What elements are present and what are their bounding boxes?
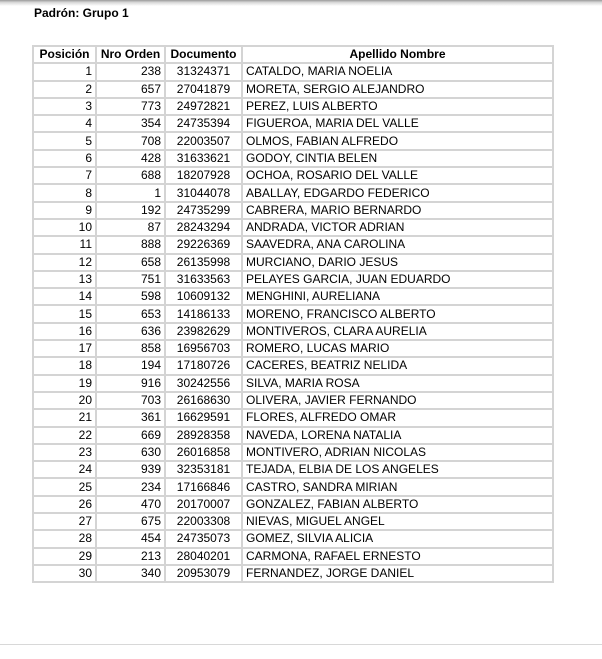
table-row — [33, 444, 553, 461]
cell-posicion: 20 — [33, 392, 96, 409]
cell-nro-orden: 751 — [96, 271, 165, 288]
cell-apellido-nombre: GONZALEZ, FABIAN ALBERTO — [242, 496, 553, 513]
cell-documento: 26135998 — [165, 254, 242, 271]
table-row — [33, 530, 553, 547]
header-posicion: Posición — [33, 46, 96, 63]
cell-apellido-nombre: CARMONA, RAFAEL ERNESTO — [242, 548, 553, 565]
cell-documento: 20953079 — [165, 565, 242, 582]
cell-nro-orden: 636 — [96, 323, 165, 340]
cell-nro-orden: 87 — [96, 219, 165, 236]
cell-documento: 18207928 — [165, 167, 242, 184]
cell-nro-orden: 939 — [96, 461, 165, 478]
cell-apellido-nombre: CACERES, BEATRIZ NELIDA — [242, 357, 553, 374]
cell-posicion: 21 — [33, 409, 96, 426]
cell-documento: 22003308 — [165, 513, 242, 530]
table-row — [33, 340, 553, 357]
table-row — [33, 219, 553, 236]
padron-table — [32, 45, 554, 583]
cell-documento: 16629591 — [165, 409, 242, 426]
cell-documento: 26168630 — [165, 392, 242, 409]
cell-documento: 24735299 — [165, 202, 242, 219]
header-nro-orden: Nro Orden — [96, 46, 165, 63]
cell-apellido-nombre: NAVEDA, LORENA NATALIA — [242, 427, 553, 444]
cell-nro-orden: 194 — [96, 357, 165, 374]
header-apellido-nombre: Apellido Nombre — [242, 46, 553, 63]
cell-posicion: 27 — [33, 513, 96, 530]
cell-documento: 29226369 — [165, 236, 242, 253]
cell-posicion: 17 — [33, 340, 96, 357]
cell-apellido-nombre: MORETA, SERGIO ALEJANDRO — [242, 81, 553, 98]
cell-posicion: 14 — [33, 288, 96, 305]
cell-posicion: 30 — [33, 565, 96, 582]
cell-documento: 31633563 — [165, 271, 242, 288]
table-row — [33, 392, 553, 409]
cell-nro-orden: 703 — [96, 392, 165, 409]
cell-nro-orden: 238 — [96, 63, 165, 80]
cell-apellido-nombre: MURCIANO, DARIO JESUS — [242, 254, 553, 271]
cell-posicion: 10 — [33, 219, 96, 236]
cell-nro-orden: 1 — [96, 184, 165, 201]
cell-posicion: 7 — [33, 167, 96, 184]
table-row — [33, 115, 553, 132]
cell-nro-orden: 708 — [96, 132, 165, 149]
table-row — [33, 478, 553, 495]
cell-nro-orden: 192 — [96, 202, 165, 219]
cell-apellido-nombre: OLMOS, FABIAN ALFREDO — [242, 132, 553, 149]
cell-nro-orden: 688 — [96, 167, 165, 184]
cell-documento: 14186133 — [165, 305, 242, 322]
cell-apellido-nombre: OLIVERA, JAVIER FERNANDO — [242, 392, 553, 409]
cell-apellido-nombre: NIEVAS, MIGUEL ANGEL — [242, 513, 553, 530]
cell-nro-orden: 354 — [96, 115, 165, 132]
cell-apellido-nombre: GOMEZ, SILVIA ALICIA — [242, 530, 553, 547]
cell-posicion: 18 — [33, 357, 96, 374]
cell-posicion: 6 — [33, 150, 96, 167]
cell-documento: 10609132 — [165, 288, 242, 305]
table-row — [33, 150, 553, 167]
table-row — [33, 357, 553, 374]
table-row — [33, 184, 553, 201]
cell-documento: 31044078 — [165, 184, 242, 201]
table-row — [33, 81, 553, 98]
cell-apellido-nombre: FIGUEROA, MARIA DEL VALLE — [242, 115, 553, 132]
cell-apellido-nombre: CASTRO, SANDRA MIRIAN — [242, 478, 553, 495]
cell-documento: 28928358 — [165, 427, 242, 444]
table-row — [33, 63, 553, 80]
cell-nro-orden: 653 — [96, 305, 165, 322]
cell-apellido-nombre: ANDRADA, VICTOR ADRIAN — [242, 219, 553, 236]
cell-posicion: 4 — [33, 115, 96, 132]
cell-documento: 28040201 — [165, 548, 242, 565]
table-row — [33, 167, 553, 184]
table-row — [33, 375, 553, 392]
table-row — [33, 461, 553, 478]
page-bottom-edge — [0, 644, 602, 645]
cell-documento: 24972821 — [165, 98, 242, 115]
cell-apellido-nombre: CATALDO, MARIA NOELIA — [242, 63, 553, 80]
cell-nro-orden: 470 — [96, 496, 165, 513]
cell-nro-orden: 858 — [96, 340, 165, 357]
cell-documento: 31633621 — [165, 150, 242, 167]
cell-apellido-nombre: PELAYES GARCIA, JUAN EDUARDO — [242, 271, 553, 288]
cell-apellido-nombre: GODOY, CINTIA BELEN — [242, 150, 553, 167]
cell-nro-orden: 658 — [96, 254, 165, 271]
cell-documento: 27041879 — [165, 81, 242, 98]
table-row — [33, 513, 553, 530]
cell-posicion: 29 — [33, 548, 96, 565]
cell-posicion: 19 — [33, 375, 96, 392]
table-row — [33, 132, 553, 149]
table-row — [33, 288, 553, 305]
cell-posicion: 1 — [33, 63, 96, 80]
cell-nro-orden: 361 — [96, 409, 165, 426]
cell-nro-orden: 916 — [96, 375, 165, 392]
cell-nro-orden: 630 — [96, 444, 165, 461]
cell-posicion: 16 — [33, 323, 96, 340]
cell-documento: 24735073 — [165, 530, 242, 547]
header-documento: Documento — [165, 46, 242, 63]
cell-documento: 17180726 — [165, 357, 242, 374]
table-body — [33, 63, 553, 582]
cell-nro-orden: 454 — [96, 530, 165, 547]
cell-apellido-nombre: MONTIVEROS, CLARA AURELIA — [242, 323, 553, 340]
table-row — [33, 271, 553, 288]
cell-apellido-nombre: SAAVEDRA, ANA CAROLINA — [242, 236, 553, 253]
cell-posicion: 13 — [33, 271, 96, 288]
cell-posicion: 8 — [33, 184, 96, 201]
cell-apellido-nombre: FERNANDEZ, JORGE DANIEL — [242, 565, 553, 582]
cell-posicion: 3 — [33, 98, 96, 115]
cell-nro-orden: 669 — [96, 427, 165, 444]
table-row — [33, 98, 553, 115]
cell-posicion: 15 — [33, 305, 96, 322]
cell-posicion: 28 — [33, 530, 96, 547]
cell-documento: 16956703 — [165, 340, 242, 357]
cell-apellido-nombre: ABALLAY, EDGARDO FEDERICO — [242, 184, 553, 201]
cell-posicion: 25 — [33, 478, 96, 495]
table-row — [33, 496, 553, 513]
cell-apellido-nombre: SILVA, MARIA ROSA — [242, 375, 553, 392]
cell-posicion: 2 — [33, 81, 96, 98]
cell-nro-orden: 773 — [96, 98, 165, 115]
cell-apellido-nombre: CABRERA, MARIO BERNARDO — [242, 202, 553, 219]
cell-apellido-nombre: MORENO, FRANCISCO ALBERTO — [242, 305, 553, 322]
table-row — [33, 409, 553, 426]
cell-posicion: 26 — [33, 496, 96, 513]
table-row — [33, 427, 553, 444]
cell-posicion: 11 — [33, 236, 96, 253]
cell-apellido-nombre: ROMERO, LUCAS MARIO — [242, 340, 553, 357]
table-row — [33, 254, 553, 271]
table-row — [33, 202, 553, 219]
cell-nro-orden: 657 — [96, 81, 165, 98]
cell-posicion: 12 — [33, 254, 96, 271]
cell-apellido-nombre: OCHOA, ROSARIO DEL VALLE — [242, 167, 553, 184]
cell-nro-orden: 213 — [96, 548, 165, 565]
cell-documento: 23982629 — [165, 323, 242, 340]
cell-documento: 28243294 — [165, 219, 242, 236]
cell-nro-orden: 428 — [96, 150, 165, 167]
cell-posicion: 9 — [33, 202, 96, 219]
table-row — [33, 548, 553, 565]
page-title: Padrón: Grupo 1 — [34, 6, 129, 20]
cell-documento: 20170007 — [165, 496, 242, 513]
table-row — [33, 305, 553, 322]
table-row — [33, 236, 553, 253]
cell-nro-orden: 598 — [96, 288, 165, 305]
cell-apellido-nombre: MENGHINI, AURELIANA — [242, 288, 553, 305]
cell-posicion: 24 — [33, 461, 96, 478]
cell-apellido-nombre: TEJADA, ELBIA DE LOS ANGELES — [242, 461, 553, 478]
cell-posicion: 23 — [33, 444, 96, 461]
cell-nro-orden: 340 — [96, 565, 165, 582]
cell-nro-orden: 234 — [96, 478, 165, 495]
cell-documento: 32353181 — [165, 461, 242, 478]
cell-documento: 17166846 — [165, 478, 242, 495]
cell-nro-orden: 675 — [96, 513, 165, 530]
cell-apellido-nombre: FLORES, ALFREDO OMAR — [242, 409, 553, 426]
cell-nro-orden: 888 — [96, 236, 165, 253]
cell-posicion: 22 — [33, 427, 96, 444]
cell-apellido-nombre: PEREZ, LUIS ALBERTO — [242, 98, 553, 115]
cell-documento: 22003507 — [165, 132, 242, 149]
cell-documento: 31324371 — [165, 63, 242, 80]
cell-documento: 30242556 — [165, 375, 242, 392]
cell-apellido-nombre: MONTIVERO, ADRIAN NICOLAS — [242, 444, 553, 461]
cell-posicion: 5 — [33, 132, 96, 149]
cell-documento: 24735394 — [165, 115, 242, 132]
table-row — [33, 323, 553, 340]
table-header-row — [33, 46, 553, 63]
table-row — [33, 565, 553, 582]
cell-documento: 26016858 — [165, 444, 242, 461]
